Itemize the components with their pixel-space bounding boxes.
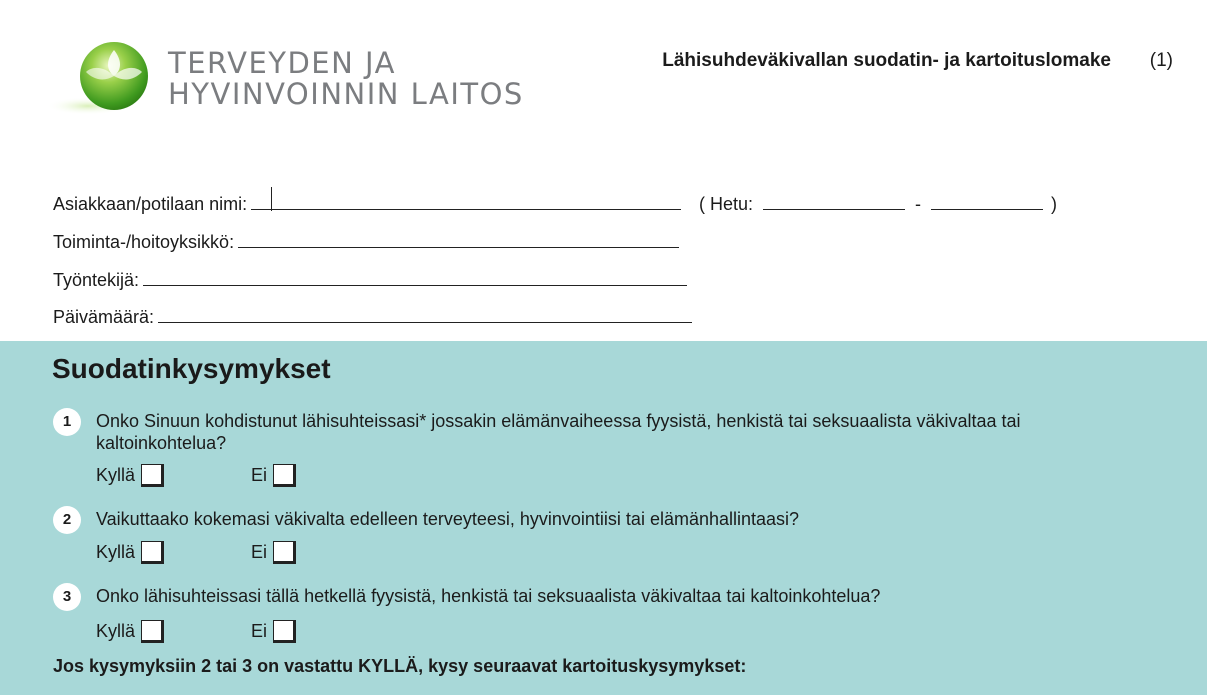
- question-3-yes: [96, 620, 164, 643]
- hetu-suffix-input[interactable]: [931, 191, 1043, 210]
- client-name-input[interactable]: [251, 191, 681, 210]
- question-2-yes: [96, 541, 164, 564]
- question-3-yes-checkbox[interactable]: [141, 620, 164, 643]
- worker-input[interactable]: [143, 267, 687, 286]
- page-number: (1): [1149, 50, 1173, 71]
- unit-row: [53, 229, 679, 253]
- hetu-date-input[interactable]: [763, 191, 905, 210]
- no-label: Ei: [251, 621, 268, 641]
- question-1-yes: [96, 464, 164, 487]
- question-2-yes-checkbox[interactable]: [141, 541, 164, 564]
- client-name-row: [53, 191, 681, 215]
- yes-label: Kyllä: [96, 465, 136, 485]
- hetu-close: ): [1051, 194, 1058, 214]
- yes-label: Kyllä: [96, 621, 136, 641]
- question-2-no-checkbox[interactable]: [273, 541, 296, 564]
- yes-label: Kyllä: [96, 542, 136, 562]
- hetu-dash: -: [915, 194, 922, 214]
- unit-input[interactable]: [238, 229, 679, 248]
- unit-label: Toiminta-/hoitoyksikkö:: [53, 232, 235, 252]
- question-3-no-checkbox[interactable]: [273, 620, 296, 643]
- hetu-label: ( Hetu:: [699, 194, 754, 214]
- question-3-no: [251, 620, 296, 643]
- question-3-number: 3: [53, 583, 81, 611]
- thl-logo: [48, 36, 524, 122]
- section-title: Suodatinkysymykset: [52, 353, 331, 384]
- question-2-no: [251, 541, 296, 564]
- no-label: Ei: [251, 542, 268, 562]
- question-1-no: [251, 464, 296, 487]
- form-title: Lähisuhdeväkivallan suodatin- ja kartoituslomake: [662, 50, 1111, 71]
- worker-label: Työntekijä:: [53, 270, 140, 290]
- follow-up-note: Jos kysymyksiin 2 tai 3 on vastattu KYLLÄ, kysy seuraavat kartoituskysymykset:: [53, 656, 747, 676]
- hetu-row: [699, 191, 1057, 215]
- date-row: [53, 304, 692, 328]
- green-sphere-icon: [48, 36, 158, 122]
- date-input[interactable]: [158, 304, 692, 323]
- logo-line-1: TERVEYDEN JA: [168, 46, 396, 80]
- question-1-text: Onko Sinuun kohdistunut lähisuhteissasi* jossakin elämänvaiheessa fyysistä, henkistä tai seksuaalista väkivaltaa tai kaltoinkohtelua?: [96, 411, 1021, 453]
- question-1-yes-checkbox[interactable]: [141, 464, 164, 487]
- text-cursor: [271, 187, 272, 211]
- logo-line-2: HYVINVOINNIN LAITOS: [168, 77, 524, 111]
- question-2-number: 2: [53, 506, 81, 534]
- question-1-number: 1: [53, 408, 81, 436]
- question-2-text: Vaikuttaako kokemasi väkivalta edelleen terveyteesi, hyvinvointiisi tai elämänhallintaasi?: [96, 509, 800, 529]
- worker-row: [53, 267, 687, 291]
- client-name-label: Asiakkaan/potilaan nimi:: [53, 194, 248, 214]
- date-label: Päivämäärä:: [53, 307, 155, 327]
- question-3-text: Onko lähisuhteissasi tällä hetkellä fyysistä, henkistä tai seksuaalista väkivaltaa tai kaltoinkohtelua?: [96, 586, 881, 606]
- no-label: Ei: [251, 465, 268, 485]
- logo-text: [168, 48, 524, 110]
- question-1-no-checkbox[interactable]: [273, 464, 296, 487]
